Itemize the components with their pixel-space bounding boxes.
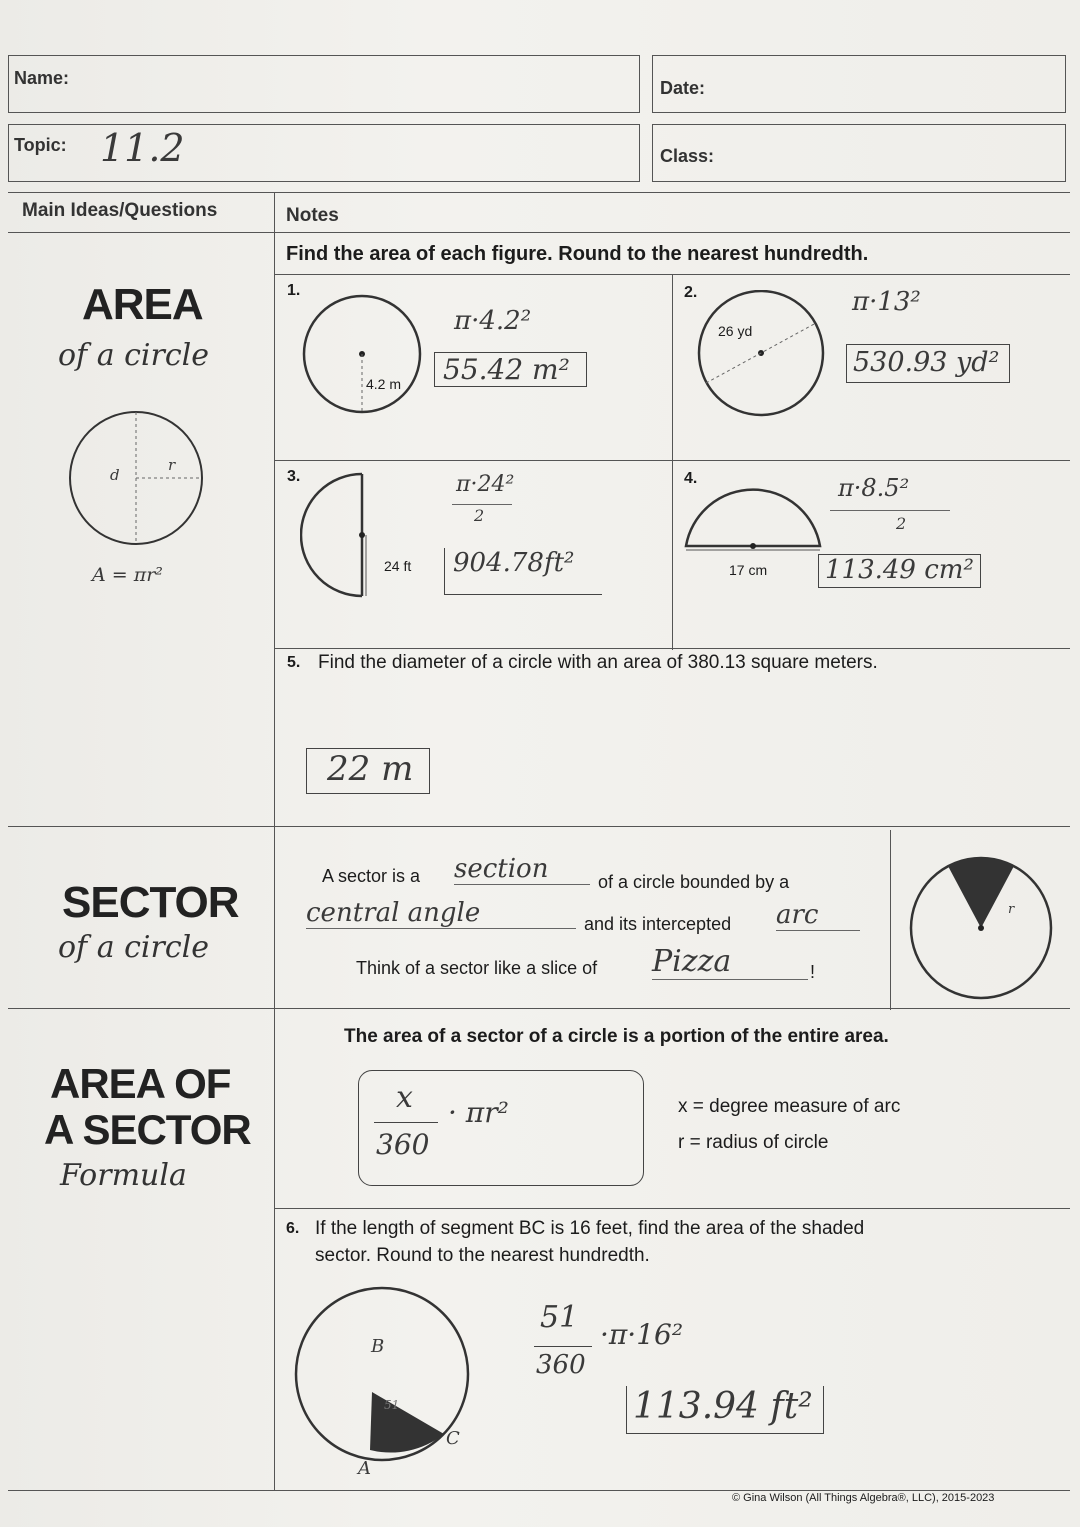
page-bottom-line — [8, 1490, 1070, 1491]
problem-1-answer: 55.42 m² — [434, 352, 587, 387]
problem-3-fraction-bar — [452, 504, 512, 505]
problem-3-divisor: 2 — [474, 506, 485, 525]
diameter-label: d — [110, 466, 120, 484]
problem-3-number: 3. — [287, 468, 301, 485]
copyright-footer: © Gina Wilson (All Things Algebra®, LLC), 2015-2023 — [732, 1492, 995, 1504]
circle-diagram — [66, 408, 206, 548]
formula-section-divider — [274, 1208, 1070, 1209]
sector-def-line3-pre: Think of a sector like a slice of — [356, 958, 598, 978]
class-field[interactable] — [652, 124, 1066, 182]
problem-6-answer: 113.94 ft² — [626, 1386, 824, 1434]
problem-3-semicircle — [300, 472, 380, 602]
area-sector-title-1: AREA OF — [50, 1060, 231, 1107]
date-label: Date: — [660, 78, 706, 98]
problem-4-number: 4. — [684, 470, 698, 487]
sector-def-line3-post: ! — [810, 962, 816, 982]
formula-denominator: 360 — [376, 1128, 430, 1161]
point-a-label: A — [358, 1458, 371, 1479]
problem-3-answer: 904.78ft² — [444, 548, 602, 595]
problem-5-number: 5. — [287, 654, 301, 671]
problem-grid-horizontal — [274, 460, 1070, 461]
problem-grid-vertical — [672, 274, 673, 650]
instructions: Find the area of each figure. Round to the nearest hundredth. — [286, 243, 869, 265]
problem-6-fraction-bar — [534, 1346, 592, 1347]
sector-def-blank4: Pizza — [652, 944, 808, 980]
problem-6-work: ·π·16² — [600, 1318, 684, 1351]
problem-6-frac-top: 51 — [540, 1300, 579, 1335]
name-field[interactable] — [8, 55, 640, 113]
problem-3-work: π·24² — [456, 472, 515, 497]
problem-1-work: π·4.2² — [454, 306, 532, 336]
sector-def-line2-post: and its intercepted — [584, 914, 732, 934]
formula-numerator: x — [396, 1080, 413, 1115]
problem-grid-bottom — [274, 648, 1070, 649]
problem-5-text: Find the diameter of a circle with an area of 380.13 square meters. — [318, 652, 878, 673]
sector-def-line1-pre: A sector is a — [322, 866, 421, 886]
problem-4-work: π·8.5² — [838, 474, 910, 502]
sector-radius-label: r — [1008, 902, 1015, 917]
topic-label: Topic: — [14, 135, 67, 155]
problem-4-label: 17 cm — [729, 562, 768, 578]
topic-value: 11.2 — [100, 126, 185, 170]
problem-2-answer: 530.93 yd² — [846, 344, 1010, 383]
area-formula: A = πr² — [92, 564, 163, 586]
def-r: r = radius of circle — [678, 1132, 829, 1153]
problem-6-number: 6. — [286, 1220, 300, 1237]
sector-def-blank3: arc — [776, 900, 860, 931]
sector-def-blank2: central angle — [306, 898, 576, 929]
problem-4-divisor: 2 — [896, 514, 907, 533]
problem-1-number: 1. — [287, 282, 301, 299]
problem-2-label: 26 yd — [718, 323, 753, 339]
radius-label: r — [168, 456, 176, 474]
sector-def-blank1: section — [454, 854, 590, 885]
problem-5-answer: 22 m — [306, 748, 430, 794]
problem-2-circle — [694, 290, 834, 420]
def-x: x = degree measure of arc — [678, 1096, 901, 1117]
problem-2-work: π·13² — [852, 287, 921, 317]
main-ideas-header: Main Ideas/Questions — [22, 200, 218, 221]
problem-1-label: 4.2 m — [366, 376, 402, 392]
column-header-divider — [8, 232, 1070, 233]
area-sector-statement: The area of a sector of a circle is a portion of the entire area. — [344, 1026, 889, 1047]
problem-2-number: 2. — [684, 284, 698, 301]
problem-3-label: 24 ft — [384, 558, 412, 574]
problem-1-circle — [294, 294, 434, 414]
area-title: AREA — [82, 280, 203, 329]
point-b-label: B — [371, 1336, 385, 1357]
formula-fraction-bar — [374, 1122, 438, 1123]
problem-4-answer: 113.49 cm² — [818, 554, 981, 588]
sector-subtitle: of a circle — [58, 930, 210, 965]
problem-6-frac-bottom: 360 — [536, 1350, 586, 1380]
sector-section-divider — [8, 1008, 1070, 1009]
area-sector-title-2: A SECTOR — [44, 1106, 251, 1153]
sector-def-line1-post: of a circle bounded by a — [598, 872, 790, 892]
area-sector-subtitle: Formula — [60, 1158, 187, 1193]
area-subtitle: of a circle — [58, 338, 210, 373]
date-field[interactable] — [652, 55, 1066, 113]
sector-image-divider — [890, 830, 891, 1010]
problem-4-fraction-bar — [830, 510, 950, 511]
sector-angle-label: 51 — [384, 1398, 400, 1412]
column-divider — [274, 192, 275, 1490]
problem-6-text-2: sector. Round to the nearest hundredth. — [315, 1245, 650, 1266]
notes-header: Notes — [286, 205, 339, 226]
header-divider — [8, 192, 1070, 193]
area-section-divider — [8, 826, 1070, 827]
sector-title: SECTOR — [62, 878, 239, 927]
problem-4-semicircle — [684, 476, 824, 556]
name-label: Name: — [14, 68, 70, 88]
problem-6-text-1: If the length of segment BC is 16 feet, find the area of the shaded — [315, 1218, 865, 1239]
point-c-label: C — [446, 1428, 460, 1449]
sector-slice-diagram — [908, 854, 1058, 1004]
class-label: Class: — [660, 146, 715, 166]
formula-rest: · πr² — [448, 1096, 509, 1129]
